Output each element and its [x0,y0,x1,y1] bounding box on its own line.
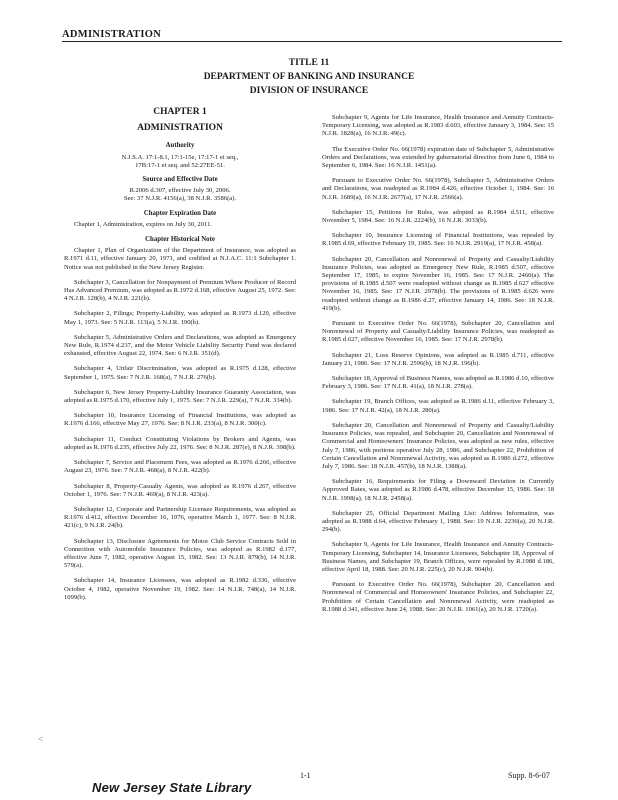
margin-mark: < [38,734,44,744]
source-line-2: See: 37 N.J.R. 4156(a), 38 N.J.R. 3586(a). [123,195,237,203]
title-number: TITLE 11 [288,58,330,68]
history-paragraph: Subchapter 16, Requirements for Filing a Downward Deviation in Currently Approved Rates, was adopted as R.1986 d.478, effective December 15, 1986. See: 18 N.J.R. 1998(a), 18 N.J.R. 2458(a). [322,478,554,502]
division-title: DIVISION OF INSURANCE [249,86,369,96]
history-paragraph: Subchapter 13, Disclosure Agreements for Motor Club Service Contracts Sold in Connection with Automobile Insurance Policies, was adopted as R.1982 d.177, effective June 7, 1982, operative August 15, 1982. See: 13 N.J.R. 879(b), 14 N.J.R. 579(a). [64,537,296,570]
supplement-date: Supp. 8-6-07 [508,771,550,780]
history-paragraph: Subchapter 20, Cancellation and Nonrenewal of Property and Casualty/Liability Insurance Policies, was repealed, and Subchapter 20, Cancellation and Nonrenewal of Commercial and Homeowners' Insurance Policies, was adopted as new rules, effective July 7, 1986, with portions operative July 28, 1986, and Subchapter 22, Prohibition of Certain Cancellation and Nonrenewal Activity, was adopted as R.1986 d.272, effective July 7, 1986. See: 18 N.J.R. 457(b), 18 N.J.R. 1388(a). [322,421,554,470]
history-paragraph: Subchapter 18, Approval of Business Names, was adopted as R.1986 d.10, effective February 3, 1986. See: 17 N.J.R. 41(a), 18 N.J.R. 278(a). [322,375,554,391]
history-paragraph: Subchapter 5, Administrative Orders and Declarations, was adopted as Emergency New Rule, R.1974 d.237, and the Motor Vehicle Liability Security Fund was declared exhausted, effective August 22, 1974. See: 6 N.J.R. 351(d). [64,333,296,358]
history-paragraph: Subchapter 10, Insurance Licensing of Financial Institutions, was repealed by R.1985 d.69, effective February 19, 1985. See: 16 N.J.R. 2919(a), 17 N.J.R. 458(a). [322,232,554,248]
history-paragraph: Pursuant to Executive Order No. 66(1978), Subchapter 5, Administrative Orders and Declarations, was readopted as R.1984 d.426, effective October 1, 1984. See: 16 N.J.R. 1689(a), 16 N.J.R. 2677(a), 17 N.J.R. 2566(a). [322,177,554,201]
running-header: ADMINISTRATION [62,29,562,42]
page-number: 1-1 [300,771,311,780]
expiration-text: Chapter 1, Administration, expires on July 30, 2011. [74,220,213,228]
expiration-heading: Chapter Expiration Date [143,209,217,217]
history-paragraph: Subchapter 2, Filings; Property-Liability, was adopted as R.1973 d.120, effective May 1, 1973. See: 5 N.J.R. 113(a), 5 N.J.R. 190(b). [64,310,296,326]
history-paragraph: Subchapter 9, Agents for Life Insurance, Health Insurance and Annuity Contracts-Temporary Licensing, was adopted as R.1983 d.603, effective January 3, 1984. See: 15 N.J.R. 1828(a), 16 N.J.R. 49(c). [322,114,554,138]
history-paragraph: Subchapter 21, Loss Reserve Opinions, was adopted as R.1985 d.711, effective January 21, 1986. See: 17 N.J.R. 2596(b), 18 N.J.R. 196(b). [322,351,554,367]
history-paragraph: Pursuant to Executive Order No. 66(1978), Subchapter 20, Cancellation and Nonrenewal of Commercial and Homeowners' Insurance Policies, and Subchapter 22, Prohibition of Certain Cancellation and Nonrenewal Activity, were readopted as R.1988 d.341, effective June 24, 1988. See: 20 N.J.R. 1061(a), 20 N.J.R. 1720(a). [322,581,554,613]
authority-line-2: 17B:17-1 et seq. and 52:27EE-51. [135,161,225,169]
history-paragraph: Subchapter 20, Cancellation and Nonrenewal of Property and Casualty/Liability Insurance Policies, was adopted as Emergency New Rule, R.1985 d.507, effective September 17, 1985, to expire November 16, 1985. See: 17 N.J.R. 2460(a). The provisions of R.1985 d.507 were readopted without change as R.1985 d.627 effective November 16, 1985. See: 17 N.J.R. 2978(b). The provisions of R.1985 d.626 were readopted without change as R.1986 d.27, effective January 14, 1986. See: 18 N.J.R. 419(b). [322,255,554,312]
authority-line-1: N.J.S.A. 17:1-8.1, 17:1-15e, 17:17-1 et seq., [121,153,239,161]
left-column [64,108,296,609]
authority-text [64,154,296,170]
library-stamp: New Jersey State Library [92,780,252,795]
department-title: DEPARTMENT OF BANKING AND INSURANCE [203,72,415,82]
history-paragraph: Subchapter 8, Property-Casualty Agents, was adopted as R.1976 d.267, effective October 1, 1976. See: 7 N.J.R. 469(a), 8 N.J.R. 423(a). [64,482,296,498]
history-paragraph: Subchapter 12, Corporate and Partnership Licensee Requirements, was adopted as R.1976 d.412, effective December 16, 1976, operative March 1, 1977. See: 8 N.J.R. 421(c), 9 N.J.R. 24(b). [64,505,296,530]
history-paragraph: Subchapter 14, Insurance Licensees, was adopted as R.1982 d.336, effective October 4, 1982, operative November 19, 1982. See: 14 N.J.R. 748(a), 14 N.J.R. 1099(b). [64,577,296,601]
history-paragraph: Subchapter 15, Petitions for Rules, was adopted as R.1984 d.511, effective November 5, 1984. See: 16 N.J.R. 2224(b), 16 N.J.R. 3033(b). [322,208,554,225]
history-paragraph: Subchapter 10, Insurance Licensing of Financial Institutions, was adopted as R.1976 d.166, effective May 27, 1976. See: 8 N.J.R. 233(a), 8 N.J.R. 300(c). [64,412,296,428]
source-text [64,187,296,203]
history-paragraph: Chapter 1, Plan of Organization of the Department of Insurance, was adopted as R.1971 d.11, effective January 20, 1971, and codified at N.J.A.C. 11:1 Subchapter 1. Notice was not published in the New Jersey Register. [64,247,296,271]
history-paragraph: Subchapter 9, Agents for Life Insurance, Health Insurance and Annuity Contracts-Temporary Licensing, Subchapter 14, Insurance Licensees, Subchapter 18, Approval of Business Names, and Subchapter 19, Branch Offices, were repealed by R.1988 d.186, effective April 18, 1988. See: 20 N.J.R. 225(c), 20 N.J.R. 904(b). [322,541,554,573]
chapter-name: ADMINISTRATION [137,123,223,134]
history-paragraph: The Executive Order No. 66(1978) expiration date of Subchapter 5, Administrative Orders and Declarations, was extended by gubernatorial directive from June 6, 1984 to September 6, 1984. See: 16 N.J.R. 1451(a). [322,145,554,170]
history-paragraph: Subchapter 19, Branch Offices, was adopted as R.1986 d.11, effective February 3, 1986. See: 17 N.J.R. 42(a), 18 N.J.R. 280(a). [322,398,554,414]
historical-note-heading: Chapter Historical Note [145,236,215,244]
history-paragraph: Subchapter 11, Conduct Constituting Violations by Brokers and Agents, was adopted as R.1976 d.235, effective July 22, 1976. See: 8 N.J.R. 287(e), 8 N.J.R. 398(b). [64,435,296,451]
right-column [322,114,554,621]
history-paragraph: Subchapter 6, New Jersey Property-Liability Insurance Guaranty Association, was adopted as R.1975 d.170, effective July 1, 1975. See: 7 N.J.R. 229(a), 7 N.J.R. 334(b). [64,388,296,405]
history-paragraph: Subchapter 25, Official Department Mailing List: Address Information, was adopted as R.1988 d.64, effective February 1, 1988. See: 19 N.J.R. 2236(a), 20 N.J.R. 294(b). [322,509,554,534]
history-paragraph: Subchapter 4, Unfair Discrimination, was adopted as R.1975 d.128, effective September 1, 1975. See: 7 N.J.R. 168(a), 7 N.J.R. 276(b). [64,365,296,381]
history-paragraph: Pursuant to Executive Order No. 66(1978), Subchapter 20, Cancellation and Nonrenewal of Property and Casualty/Liability Insurance Policies, was readopted as R.1985 d.627, effective November 16, 1985. See: 17 N.J.R. 2978(b). [322,320,554,344]
history-paragraph: Subchapter 7, Service and Placement Fees, was adopted as R.1976 d.266, effective August 23, 1976. See: 7 N.J.R. 468(a), 8 N.J.R. 422(b). [64,459,296,475]
authority-heading: Authority [165,142,195,150]
chapter-number: CHAPTER 1 [153,107,207,117]
source-heading: Source and Effective Date [142,176,218,184]
history-paragraph: Subchapter 3, Cancellation for Nonpayment of Premium Where Producer of Record Has Advanced Premium, was adopted as R.1972 d.168, effective August 25, 1972. See: 4 N.J.R. 128(b), 4 N.J.R. 221(b). [64,278,296,303]
source-line-1: R.2006 d.307, effective July 30, 2006. [129,187,231,195]
